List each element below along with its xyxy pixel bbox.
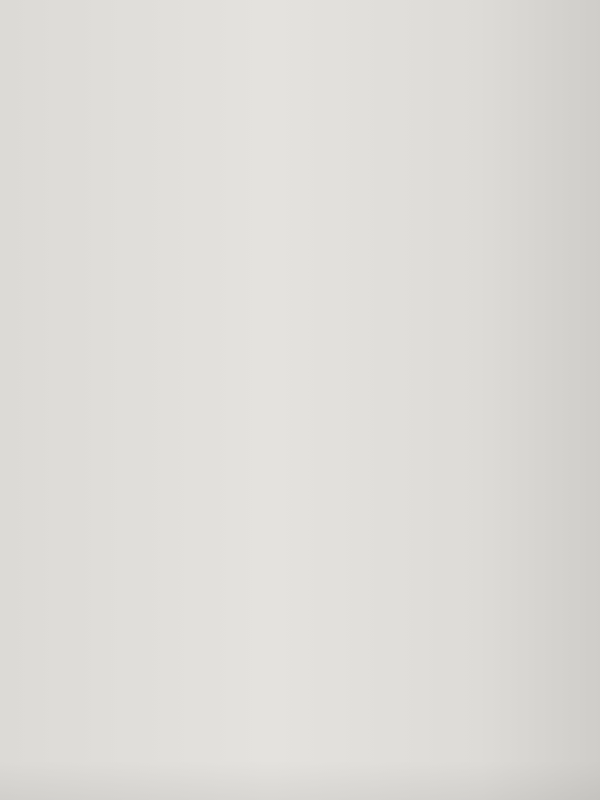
chapters-list	[80, 0, 512, 6]
chapter-8-continued	[80, 0, 512, 6]
table-of-contents	[80, 0, 512, 6]
page-shadow	[0, 760, 600, 800]
